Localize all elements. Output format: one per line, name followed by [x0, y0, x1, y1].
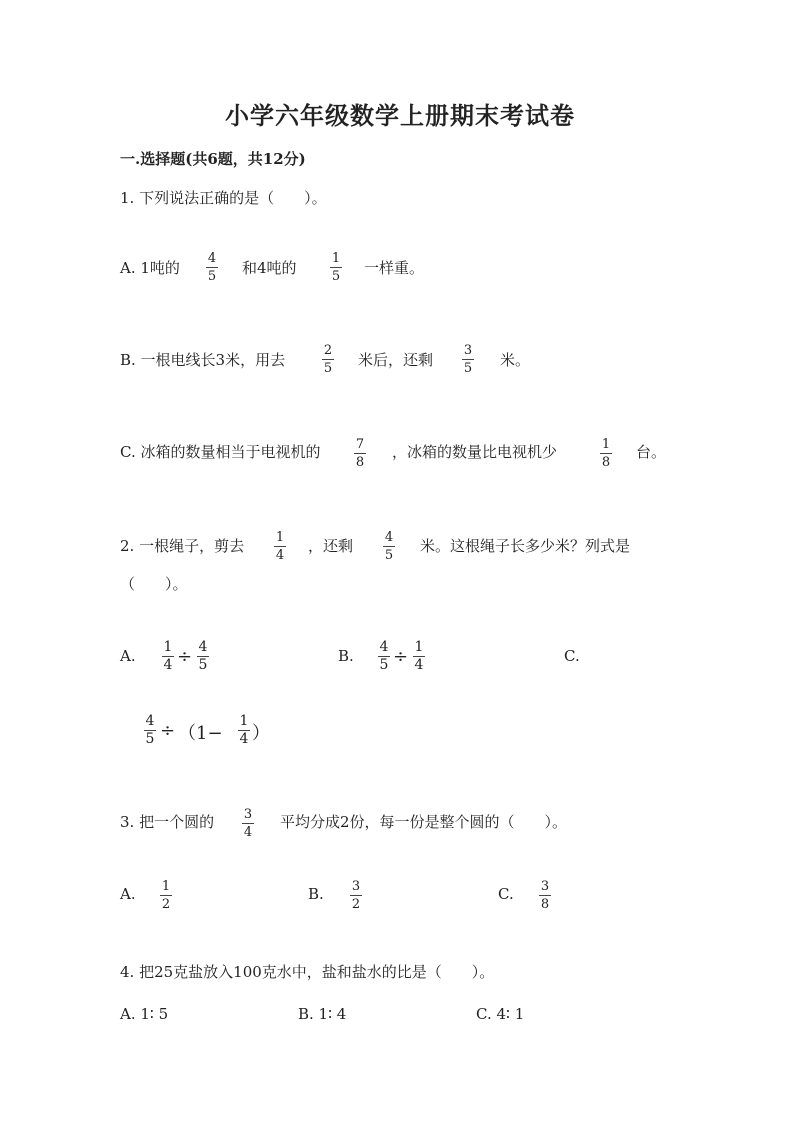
denominator: 5 — [379, 657, 389, 673]
q3-option-c-label: C. — [498, 885, 514, 903]
q3-stem: 3. 把一个圆的 — [120, 813, 215, 831]
q1-option-c-end: 台。 — [636, 443, 667, 461]
denominator: 4 — [163, 657, 173, 673]
numerator: 3 — [243, 807, 253, 822]
numerator: 4 — [379, 639, 389, 655]
q2-stem-end: 米。这根绳子长多少米？列式是 — [420, 537, 631, 555]
q2-fraction-1 — [272, 530, 288, 563]
q2-a-fraction-2 — [195, 640, 211, 673]
numerator: 1 — [601, 437, 611, 452]
fraction-bar — [160, 895, 172, 896]
divide-sign: ÷ — [160, 720, 176, 741]
denominator: 5 — [331, 269, 341, 284]
fraction-bar — [274, 546, 286, 547]
q1-b-fraction-2 — [460, 343, 476, 376]
denominator: 5 — [323, 361, 333, 376]
numerator: 1 — [161, 879, 171, 894]
q2-option-b-label: B. — [338, 647, 354, 665]
q2-stem: 2. 一根绳子，剪去 — [120, 537, 245, 555]
q1-c-fraction-1 — [352, 437, 368, 470]
q2-stem-mid: ，还剩 — [308, 537, 354, 555]
q2-a-fraction-1 — [160, 640, 176, 673]
q2-blank: （ ）。 — [120, 575, 188, 593]
q3-option-b-label: B. — [308, 885, 324, 903]
fraction-bar — [322, 359, 334, 360]
denominator: 8 — [540, 897, 550, 912]
denominator: 5 — [463, 361, 473, 376]
fraction-bar — [206, 267, 218, 268]
denominator: 4 — [239, 731, 249, 747]
q1-option-c-mid: ，冰箱的数量比电视机少 — [392, 443, 558, 461]
numerator: 7 — [355, 437, 365, 452]
numerator: 3 — [351, 879, 361, 894]
q3-b-fraction — [348, 879, 364, 912]
numerator: 4 — [207, 251, 217, 266]
fraction-bar — [462, 359, 474, 360]
denominator: 5 — [384, 548, 394, 563]
q2-fraction-2 — [381, 530, 397, 563]
q1-b-fraction-1 — [320, 343, 336, 376]
numerator: 3 — [540, 879, 550, 894]
denominator: 5 — [207, 269, 217, 284]
open-paren: （1− — [178, 723, 223, 744]
q1-option-b-mid: 米后，还剩 — [358, 351, 434, 369]
q1-option-b-label: B. 一根电线长3米，用去 — [120, 351, 286, 369]
numerator: 1 — [275, 530, 285, 545]
denominator: 4 — [414, 657, 424, 673]
q1-option-a-end: 一样重。 — [364, 259, 425, 277]
denominator: 4 — [275, 548, 285, 563]
numerator: 1 — [163, 639, 173, 655]
q1-c-fraction-2 — [598, 437, 614, 470]
fraction-bar — [350, 895, 362, 896]
section-heading: 一.选择题(共6题，共12分) — [120, 150, 306, 168]
q3-stem-rest: 平均分成2份，每一份是整个圆的（ ）。 — [280, 813, 568, 831]
divide-sign: ÷ — [177, 646, 193, 667]
close-paren: ） — [252, 723, 270, 744]
q3-option-a-label: A. — [120, 885, 136, 903]
numerator: 4 — [384, 530, 394, 545]
q1-option-c-label: C. 冰箱的数量相当于电视机的 — [120, 443, 321, 461]
q2-c-fraction-2 — [236, 714, 252, 747]
denominator: 2 — [161, 897, 171, 912]
q2-b-fraction-1 — [376, 640, 392, 673]
q1-option-a-mid: 和4吨的 — [242, 259, 297, 277]
q4-stem: 4. 把25克盐放入100克水中，盐和盐水的比是（ ）。 — [120, 963, 495, 981]
q1-option-a-label: A. 1吨的 — [120, 259, 180, 277]
q4-option-c: C. 4∶ 1 — [476, 1005, 525, 1023]
fraction-bar — [539, 895, 551, 896]
q2-option-c-label: C. — [564, 647, 580, 665]
q3-fraction — [240, 807, 256, 840]
numerator: 4 — [198, 639, 208, 655]
numerator: 1 — [414, 639, 424, 655]
numerator: 3 — [463, 343, 473, 358]
page-title: 小学六年级数学上册期末考试卷 — [225, 101, 575, 130]
numerator: 2 — [323, 343, 333, 358]
fraction-bar — [354, 453, 366, 454]
q1-option-b-end: 米。 — [500, 351, 531, 369]
q1-a-fraction-1 — [204, 251, 220, 284]
q1-stem: 1. 下列说法正确的是（ ）。 — [120, 189, 327, 207]
q3-a-fraction — [158, 879, 174, 912]
numerator: 1 — [331, 251, 341, 266]
fraction-bar — [330, 267, 342, 268]
q4-option-a: A. 1∶ 5 — [120, 1005, 169, 1023]
numerator: 1 — [239, 713, 249, 729]
denominator: 4 — [243, 825, 253, 840]
q2-option-a-label: A. — [120, 647, 136, 665]
divide-sign: ÷ — [393, 646, 409, 667]
q1-a-fraction-2 — [328, 251, 344, 284]
denominator: 2 — [351, 897, 361, 912]
q2-c-fraction-1 — [142, 714, 158, 747]
q3-c-fraction — [537, 879, 553, 912]
denominator: 8 — [601, 455, 611, 470]
fraction-bar — [600, 453, 612, 454]
denominator: 5 — [145, 731, 155, 747]
fraction-bar — [383, 546, 395, 547]
numerator: 4 — [145, 713, 155, 729]
q2-b-fraction-2 — [411, 640, 427, 673]
q4-option-b: B. 1∶ 4 — [298, 1005, 347, 1023]
fraction-bar — [242, 823, 254, 824]
denominator: 8 — [355, 455, 365, 470]
denominator: 5 — [198, 657, 208, 673]
